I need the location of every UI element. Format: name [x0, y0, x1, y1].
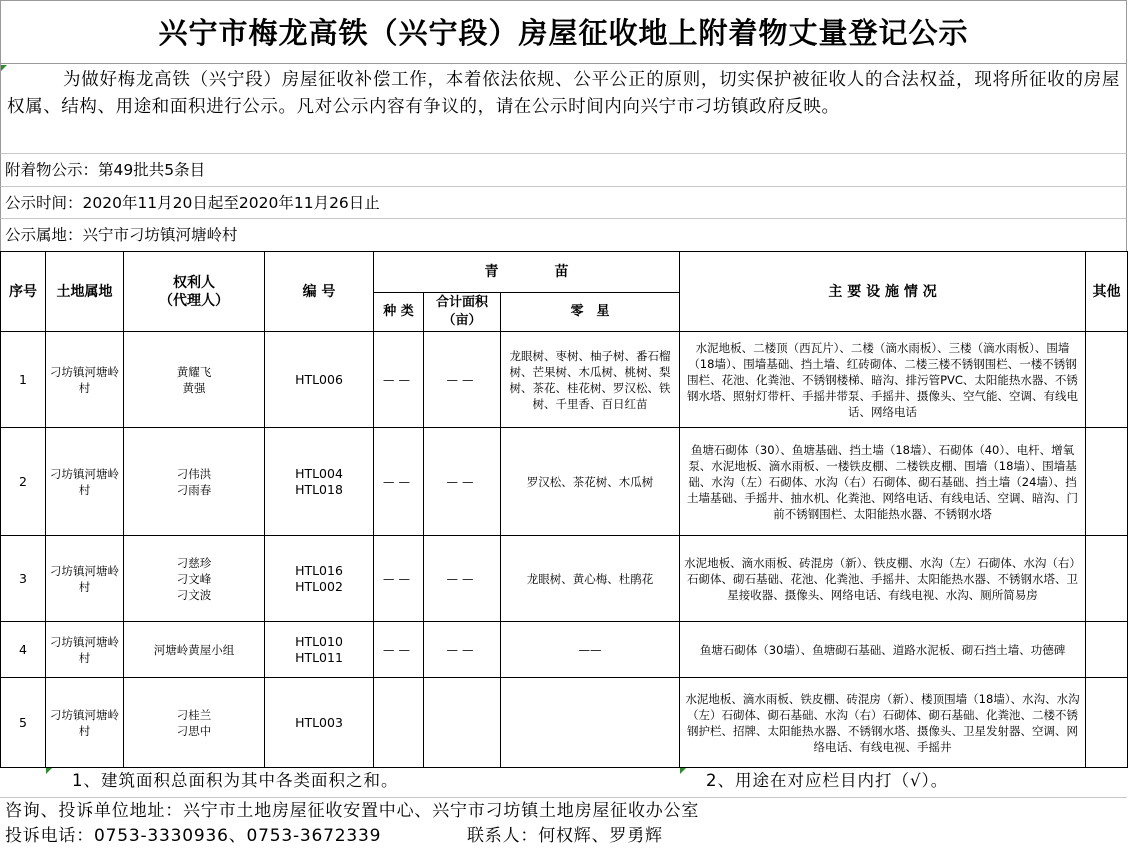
contact-address: 咨询、投诉单位地址：兴宁市土地房屋征收安置中心、兴宁市刁坊镇土地房屋征收办公室: [5, 801, 700, 821]
row-land: [46, 428, 124, 536]
row-facilities-text: 鱼塘石砌体（30墙）、鱼塘砌石基础、道路水泥板、砌石挡土墙、功德碑: [699, 642, 1066, 657]
row-land: [46, 678, 124, 768]
header-area: [424, 293, 501, 332]
row-owners: [124, 332, 265, 428]
row-kind: [374, 536, 424, 622]
row-owners-text: 黄耀飞: [176, 364, 212, 379]
row-codes-text: HTL018: [295, 481, 343, 497]
table-row: [1, 536, 1128, 622]
row-codes-text: HTL003: [295, 714, 343, 730]
row-land-text: 刁坊镇河塘岭村: [50, 364, 119, 395]
row-scattered: [501, 332, 680, 428]
row-land-text: 刁坊镇河塘岭村: [50, 634, 119, 665]
row-kind-text: ——: [383, 372, 414, 387]
row-kind: [374, 332, 424, 428]
row-seq: [1, 428, 46, 536]
row-owners: [124, 536, 265, 622]
row-owners-text: 刁慈珍: [176, 555, 212, 570]
row-codes: [265, 678, 374, 768]
row-kind: [374, 428, 424, 536]
row-facilities: [680, 536, 1086, 622]
row-codes-text: HTL002: [295, 578, 343, 594]
row-land-text: 刁坊镇河塘岭村: [50, 466, 119, 497]
row-owners: [124, 622, 265, 678]
row-seq: [1, 536, 46, 622]
row-land: [46, 536, 124, 622]
location-info: 公示属地：兴宁市刁坊镇河塘岭村: [0, 219, 1127, 251]
header-area-line1: 合计面积: [435, 295, 488, 310]
table-row: [1, 332, 1128, 428]
row-facilities: [680, 678, 1086, 768]
period-info: 公示时间：2020年11月20日起至2020年11月26日止: [0, 187, 1127, 219]
row-scattered: [501, 428, 680, 536]
row-facilities-text: 水泥地板、滴水雨板、铁皮棚、砖混房（新）、楼顶围墙（18墙）、水沟、水沟（左）石砌体、砌石基础、水沟（右）石砌体、砌石基础、化粪池、二楼不锈钢护栏、招牌、太阳能热水器、不锈钢水塔、摄像头、卫星发射器、空调、网络电话、有线电视、手摇井: [685, 691, 1080, 754]
header-other: 其他: [1086, 252, 1128, 332]
row-area: [424, 332, 501, 428]
row-scattered-text: 龙眼树、黄心梅、杜鹃花: [526, 571, 654, 586]
row-area-text: ——: [446, 474, 478, 489]
row-codes: [265, 332, 374, 428]
row-area: [424, 622, 501, 678]
header-kind: 种 类: [374, 293, 424, 332]
row-other: [1086, 536, 1128, 622]
row-codes-text: HTL010: [295, 633, 343, 649]
row-codes-text: HTL004: [295, 465, 343, 481]
row-codes-text: HTL006: [295, 371, 343, 387]
row-seq: [1, 678, 46, 768]
row-seq-text: 5: [19, 714, 27, 730]
cell-comment-marker: [1, 65, 7, 71]
row-other: [1086, 678, 1128, 768]
header-seq: 序号: [1, 252, 46, 332]
row-facilities: [680, 622, 1086, 678]
row-owners: [124, 678, 265, 768]
row-scattered-text: 龙眼树、枣树、柚子树、番石榴树、芒果树、木瓜树、桃树、梨树、茶花、桂花树、罗汉松、铁树、千里香、百日红苗: [509, 348, 671, 411]
row-other: [1086, 428, 1128, 536]
row-seq-text: 2: [19, 473, 27, 489]
header-land: 土地属地: [46, 252, 124, 332]
row-kind: [374, 678, 424, 768]
row-area-text: ——: [446, 372, 478, 387]
row-other: [1086, 332, 1128, 428]
row-scattered-text: 罗汉松、茶花树、木瓜树: [526, 474, 654, 489]
row-owners: [124, 428, 265, 536]
row-scattered: [501, 678, 680, 768]
row-area: [424, 678, 501, 768]
header-facilities: 主 要 设 施 情 况: [680, 252, 1086, 332]
row-area-text: ——: [446, 571, 478, 586]
row-owners-text: 刁文波: [176, 587, 212, 602]
row-seq-text: 3: [19, 570, 27, 586]
row-codes: [265, 428, 374, 536]
row-owners-text: 刁桂兰: [176, 707, 212, 722]
header-owner-line1: 权利人: [173, 274, 215, 291]
row-kind: [374, 622, 424, 678]
row-owners-text: 刁伟洪: [176, 466, 212, 481]
row-facilities-text: 鱼塘石砌体（30）、鱼塘基础、挡土墙（18墙）、石砌体（40）、电杆、增氧泵、水泥地板、滴水雨板、一楼铁皮棚、二楼铁皮棚、围墙（18墙）、围墙基础、水沟（左）石砌体、水沟（右）石砌体、砌石基础、挡土墙（24墙）、挡土墙基础、手摇井、抽水机、化粪池、网络电话、有线电话、空调、暗沟、门前不锈钢围栏、太阳能热水器、不锈钢水塔: [687, 442, 1079, 521]
contact-phone-row: [5, 823, 663, 849]
row-owners-text: 刁雨春: [176, 482, 212, 497]
row-area: [424, 428, 501, 536]
row-facilities: [680, 332, 1086, 428]
header-code: 编 号: [265, 252, 374, 332]
row-area: [424, 536, 501, 622]
row-land: [46, 332, 124, 428]
row-seq: [1, 332, 46, 428]
row-facilities-text: 水泥地板、滴水雨板、砖混房（新）、铁皮棚、水沟（左）石砌体、水沟（右）石砌体、砌石基础、花池、化粪池、手摇井、太阳能热水器、不锈钢水塔、卫星接收器、摄像头、网络电话、有线电视、水沟、厕所简易房: [684, 555, 1081, 602]
page-title: 兴宁市梅龙高铁（兴宁段）房屋征收地上附着物丈量登记公示: [0, 0, 1127, 64]
table-row: [1, 428, 1128, 536]
table-row: [1, 622, 1128, 678]
row-kind-text: ——: [383, 571, 414, 586]
note-area: 1、建筑面积总面积为其中各类面积之和。: [72, 771, 399, 790]
note-usage: 2、用途在对应栏目内打（√）。: [706, 771, 949, 790]
row-seq-text: 1: [19, 371, 27, 387]
row-owners-text: 刁文峰: [176, 571, 212, 586]
contact-phone: 投诉电话：0753-3330936、0753-3672339: [5, 826, 382, 846]
row-land: [46, 622, 124, 678]
row-seq: [1, 622, 46, 678]
table-row: [1, 678, 1128, 768]
attachments-table: [0, 251, 1128, 768]
header-area-line2: （亩）: [442, 313, 482, 328]
contact-person: 联系人：何权辉、罗勇辉: [467, 826, 663, 846]
row-facilities: [680, 428, 1086, 536]
header-owner-line2: （代理人）: [159, 292, 229, 309]
intro-paragraph: [0, 64, 1127, 154]
row-other: [1086, 622, 1128, 678]
row-owners-text: 黄强: [182, 380, 206, 395]
row-codes: [265, 536, 374, 622]
batch-info: 附着物公示：第49批共5条目: [0, 154, 1127, 187]
row-land-text: 刁坊镇河塘岭村: [50, 563, 119, 594]
header-owner: [124, 252, 265, 332]
intro-text: 为做好梅龙高铁（兴宁段）房屋征收补偿工作，本着依法依规、公平公正的原则，切实保护被征收人的合法权益，现将所征收的房屋权属、结构、用途和面积进行公示。凡对公示内容有争议的，请在公示时间内向兴宁市刁坊镇政府反映。: [7, 70, 1120, 117]
row-scattered-text: ——: [578, 642, 602, 657]
row-owners-text: 河塘岭黄屋小组: [153, 642, 235, 657]
row-codes: [265, 622, 374, 678]
notes-row: [0, 767, 1127, 798]
header-crops: 青 苗: [374, 252, 680, 293]
row-codes-text: HTL016: [295, 562, 343, 578]
row-area-text: ——: [446, 642, 478, 657]
row-kind-text: ——: [383, 474, 414, 489]
row-facilities-text: 水泥地板、二楼顶（西瓦片）、二楼（滴水雨板）、三楼（滴水雨板）、围墙（18墙）、围墙基础、挡土墙、红砖砌体、二楼三楼不锈钢围栏、一楼不锈钢围栏、花池、化粪池、不锈钢楼梯、暗沟、排污管PVC、太阳能热水器、不锈钢水塔、照射灯带杆、手摇井带泵、手摇井、摄像头、空气能、空调、有线电话、网络电话: [687, 340, 1079, 419]
row-scattered: [501, 536, 680, 622]
row-kind-text: ——: [383, 642, 414, 657]
row-seq-text: 4: [19, 641, 27, 657]
cell-comment-marker: [680, 768, 686, 774]
row-codes-text: HTL011: [295, 649, 343, 665]
row-land-text: 刁坊镇河塘岭村: [50, 707, 119, 738]
row-scattered: [501, 622, 680, 678]
row-owners-text: 刁思中: [176, 723, 212, 738]
header-scattered: 零 星: [501, 293, 680, 332]
cell-comment-marker: [46, 768, 52, 774]
